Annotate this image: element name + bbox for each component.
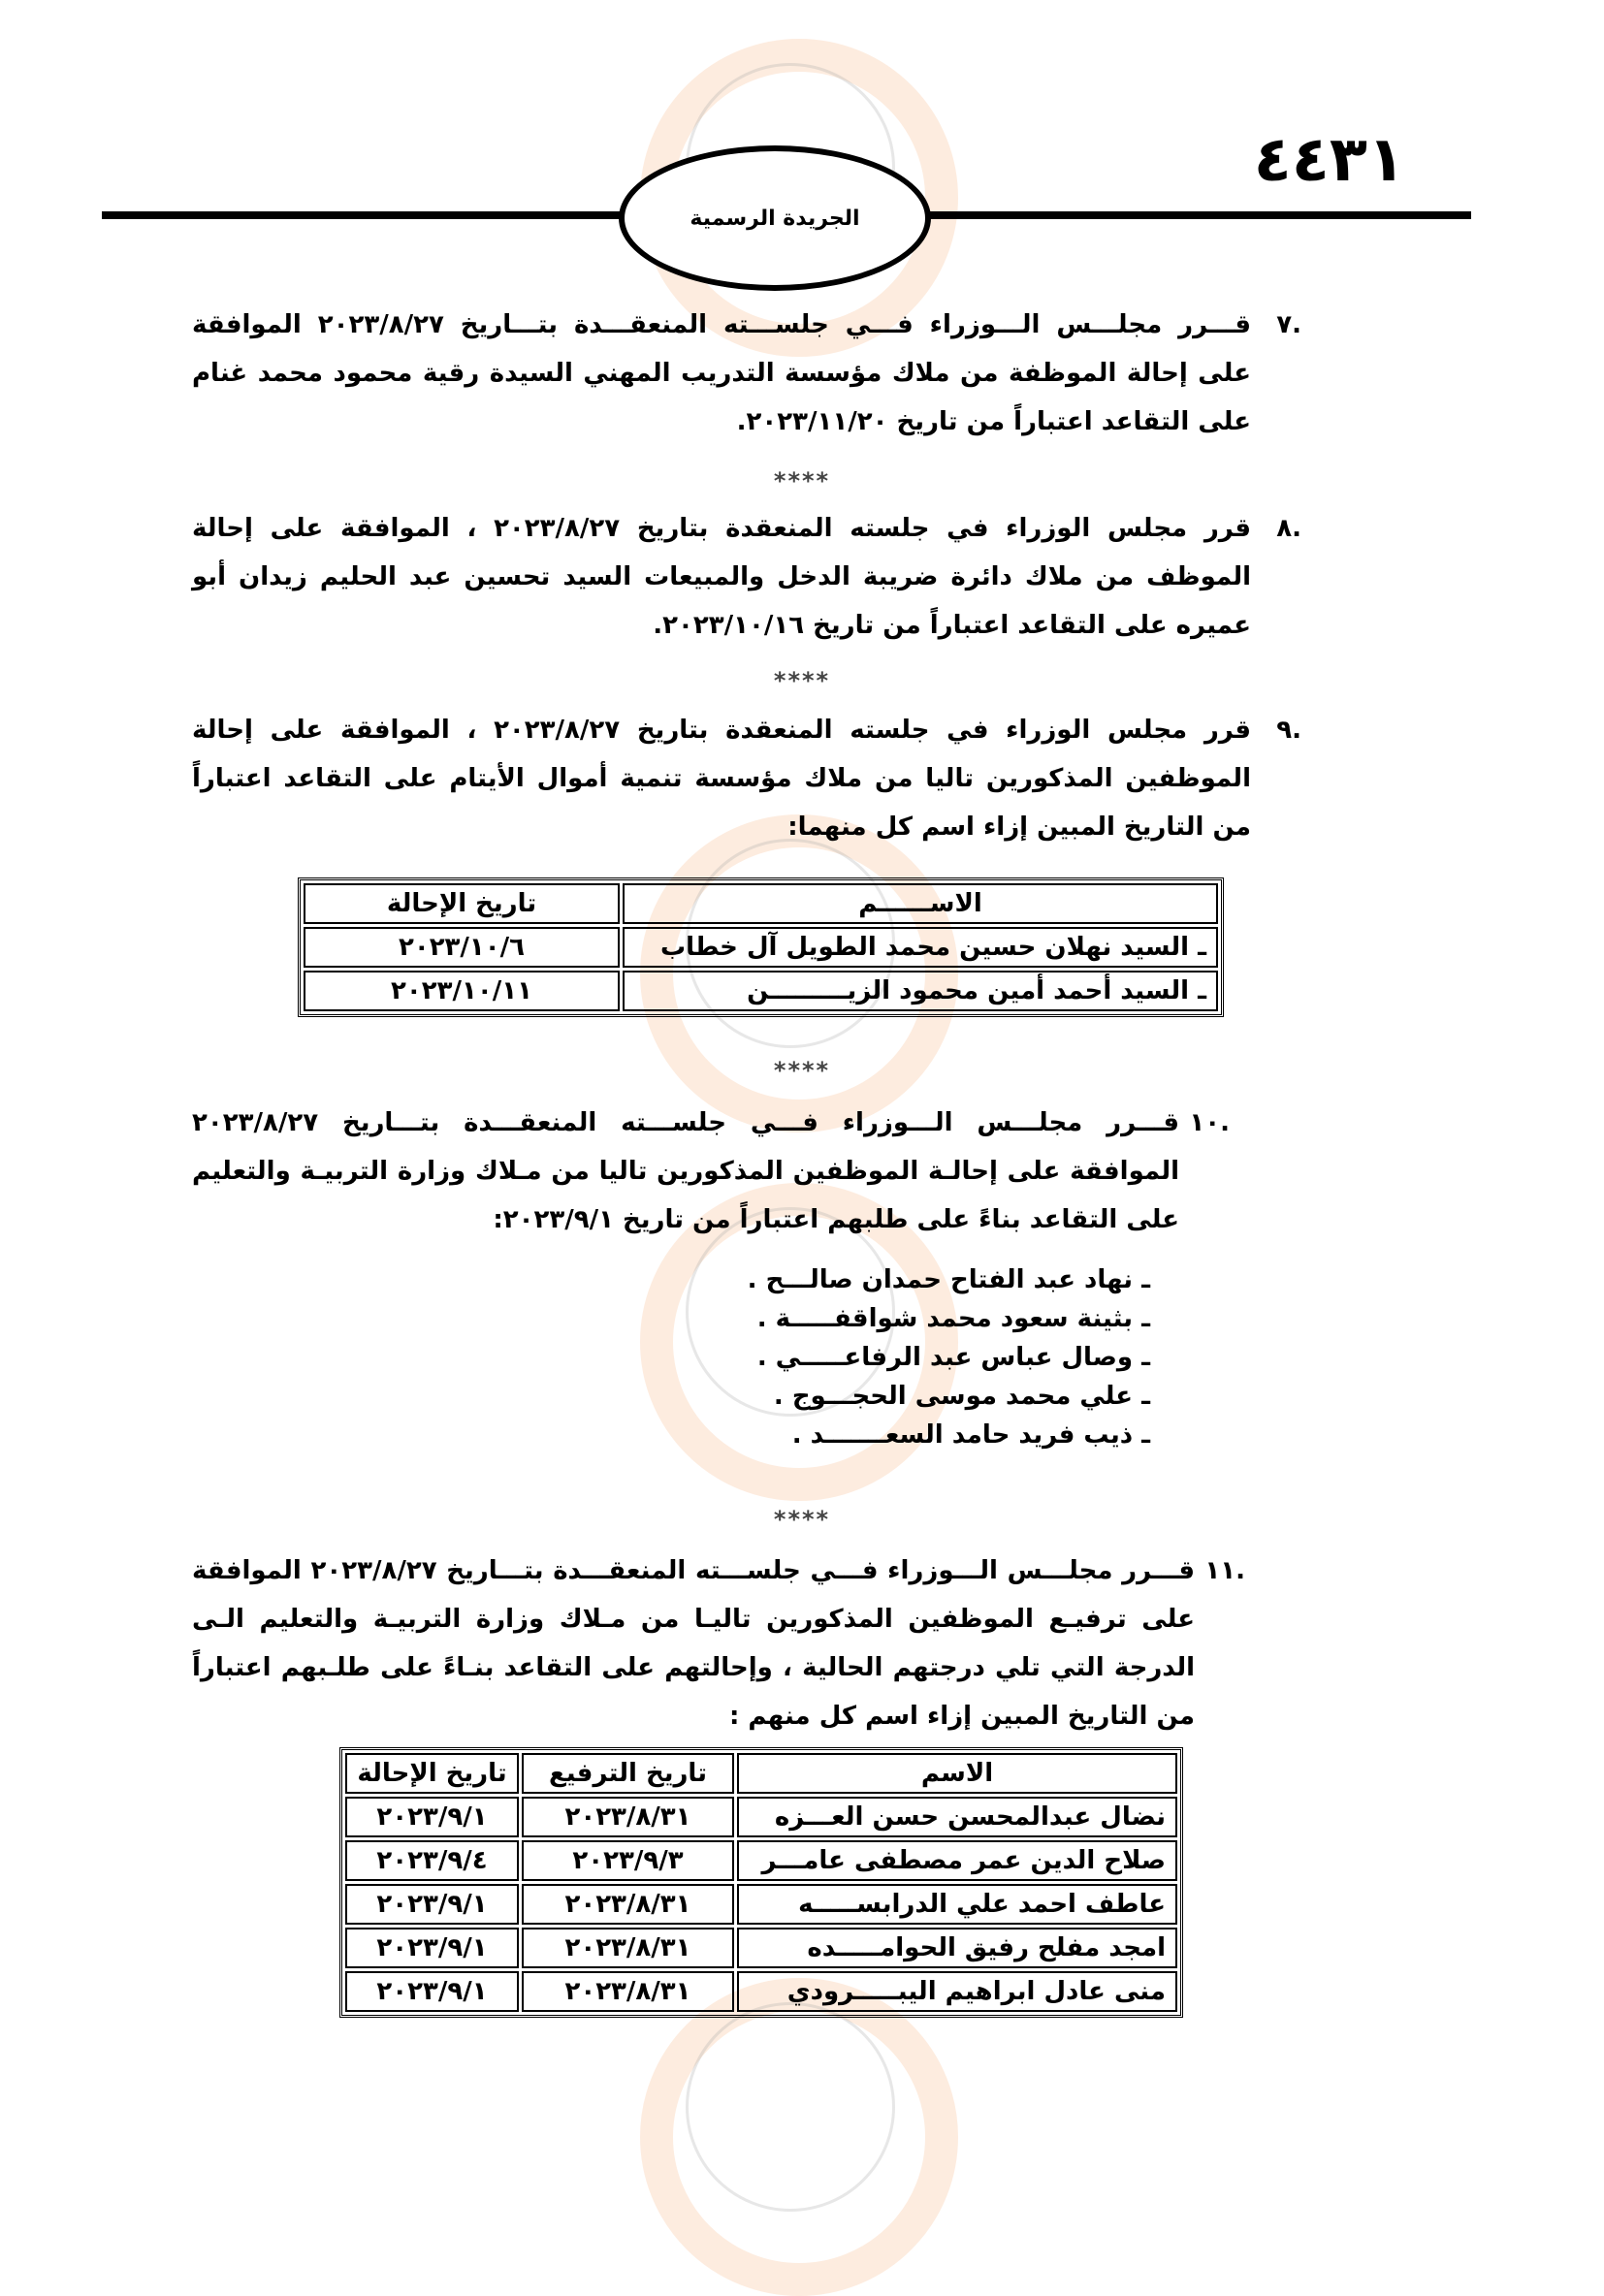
gazette-emblem bbox=[619, 145, 931, 291]
cell-name: عاطف احمد علي الدرابســـــه bbox=[737, 1884, 1177, 1925]
column-header-name: الاسم bbox=[737, 1753, 1177, 1794]
table-row bbox=[345, 1928, 1177, 1968]
table-row bbox=[345, 1840, 1177, 1881]
cell-name: امجد مفلح رفيق الحوامـــــده bbox=[737, 1928, 1177, 1968]
separator: **** bbox=[773, 467, 831, 494]
table-row bbox=[345, 1797, 1177, 1837]
gazette-title: الجريدة الرسمية bbox=[690, 206, 860, 231]
item-text: قـــرر مجلـــس الـــوزراء فـــي جلســـته المنعقـــدة بتـــاريخ ٢٠٢٣/٨/٢٧ الموافقة على إحالة الموظفة من ملاك مؤسسة التدريب المهني السيدة رقية محمود محمد غنام على التقاعد اعتباراً من تاريخ ٢٠٢٣/١١/٢٠. bbox=[192, 310, 1251, 436]
cell-promotion: ٢٠٢٣/٨/٣١ bbox=[522, 1971, 734, 2012]
decision-item-9 bbox=[192, 706, 1301, 851]
item-number: .١٠ bbox=[1189, 1108, 1230, 1137]
item-text: قـــرر مجلـــس الـــوزراء فـــي جلســـته المنعقـــدة بتـــاريخ ٢٠٢٣/٨/٢٧ الموافقة على ترفيـع الموظفين المذكورين تاليـا من مـلاك وزارة التربيـة والتعليم الـى الدرجة التي تلي درجتهم الحالية ، وإحالتهم على التقاعد بنـاءً على طلـبهم اعتباراً من التاريخ المبين إزاء اسم كل منهم : bbox=[192, 1556, 1195, 1731]
table-row bbox=[345, 1884, 1177, 1925]
cell-promotion: ٢٠٢٣/٨/٣١ bbox=[522, 1884, 734, 1925]
retirees-table-2 bbox=[339, 1747, 1183, 2018]
separator: **** bbox=[773, 1506, 831, 1533]
separator: **** bbox=[773, 667, 831, 694]
watermark-clock bbox=[686, 2002, 895, 2212]
watermark-ring bbox=[640, 1978, 958, 2296]
item-text: قرر مجلس الوزراء في جلسته المنعقدة بتاريخ ٢٠٢٣/٨/٢٧ ، الموافقة على إحالة الموظفين المذكورين تاليا من ملاك مؤسسة تنمية أموال الأيتام على التقاعد اعتباراً من التاريخ المبين إزاء اسم كل منهما: bbox=[192, 716, 1252, 842]
list-item: ـ بثينة سعود محمد شواقفـــــة . bbox=[756, 1304, 1150, 1333]
cell-promotion: ٢٠٢٣/٩/٣ bbox=[522, 1840, 734, 1881]
cell-date: ٢٠٢٣/١٠/٦ bbox=[304, 927, 620, 968]
decision-item-10 bbox=[192, 1099, 1230, 1244]
table-row bbox=[345, 1971, 1177, 2012]
column-header-name: الاســــــم bbox=[623, 883, 1218, 924]
cell-retirement: ٢٠٢٣/٩/١ bbox=[345, 1928, 519, 1968]
decision-item-11 bbox=[192, 1547, 1245, 1740]
table-header-row bbox=[345, 1753, 1177, 1794]
cell-promotion: ٢٠٢٣/٨/٣١ bbox=[522, 1797, 734, 1837]
page-number: ٤٤٣١ bbox=[1253, 124, 1405, 196]
cell-name: نضال عبدالمحسن حسن العـــزه bbox=[737, 1797, 1177, 1837]
cell-date: ٢٠٢٣/١٠/١١ bbox=[304, 971, 620, 1011]
cell-retirement: ٢٠٢٣/٩/١ bbox=[345, 1797, 519, 1837]
cell-retirement: ٢٠٢٣/٩/١ bbox=[345, 1971, 519, 2012]
list-item: ـ ذيب فريد حامد السعـــــــد . bbox=[791, 1420, 1150, 1450]
cell-name: ـ السيد أحمد أمين محمود الزيـــــــــن bbox=[623, 971, 1218, 1011]
item-number: .٨ bbox=[1276, 514, 1301, 543]
cell-name: ـ السيد نهلان حسين محمد الطويل آل خطاب bbox=[623, 927, 1218, 968]
table-header-row bbox=[304, 883, 1218, 924]
cell-promotion: ٢٠٢٣/٨/٣١ bbox=[522, 1928, 734, 1968]
item-text: قـــرر مجلـــس الـــوزراء فـــي جلســـته المنعقـــدة بتـــاريخ ٢٠٢٣/٨/٢٧ الموافقة على إحالـة الموظفين المذكورين تاليا من مـلاك وزارة التربيـة والتعليم على التقاعد بناءً على طلبهم اعتباراً من تاريخ ٢٠٢٣/٩/١: bbox=[192, 1108, 1179, 1234]
cell-retirement: ٢٠٢٣/٩/١ bbox=[345, 1884, 519, 1925]
list-item: ـ علي محمد موسى الحجـــوج . bbox=[773, 1382, 1150, 1411]
column-header-retirement: تاريخ الإحالة bbox=[345, 1753, 519, 1794]
retirees-list-10 bbox=[748, 1260, 1150, 1454]
list-item: ـ وصال عباس عبد الرفاعـــــي . bbox=[756, 1343, 1150, 1372]
column-header-promotion: تاريخ الترفيع bbox=[522, 1753, 734, 1794]
item-text: قرر مجلس الوزراء في جلسته المنعقدة بتاريخ ٢٠٢٣/٨/٢٧ ، الموافقة على إحالة الموظف من ملاك دائرة ضريبة الدخل والمبيعات السيد تحسين عبد الحليم زيدان أبو عميره على التقاعد اعتباراً من تاريخ ٢٠٢٣/١٠/١٦. bbox=[192, 514, 1252, 640]
item-number: .١١ bbox=[1204, 1556, 1245, 1585]
item-number: .٩ bbox=[1276, 716, 1301, 745]
column-header-date: تاريخ الإحالة bbox=[304, 883, 620, 924]
table-row bbox=[304, 971, 1218, 1011]
decision-item-8 bbox=[192, 504, 1301, 650]
cell-name: منى عادل ابراهيم اليبـــــرودي bbox=[737, 1971, 1177, 2012]
separator: **** bbox=[773, 1057, 831, 1084]
cell-retirement: ٢٠٢٣/٩/٤ bbox=[345, 1840, 519, 1881]
cell-name: صلاح الدين عمر مصطفى عامـــر bbox=[737, 1840, 1177, 1881]
table-row bbox=[304, 927, 1218, 968]
list-item: ـ نهاد عبد الفتاح حمدان صالـــح . bbox=[747, 1265, 1150, 1294]
retirees-table-1 bbox=[298, 877, 1224, 1017]
item-number: .٧ bbox=[1276, 310, 1301, 339]
decision-item-7 bbox=[192, 301, 1301, 446]
